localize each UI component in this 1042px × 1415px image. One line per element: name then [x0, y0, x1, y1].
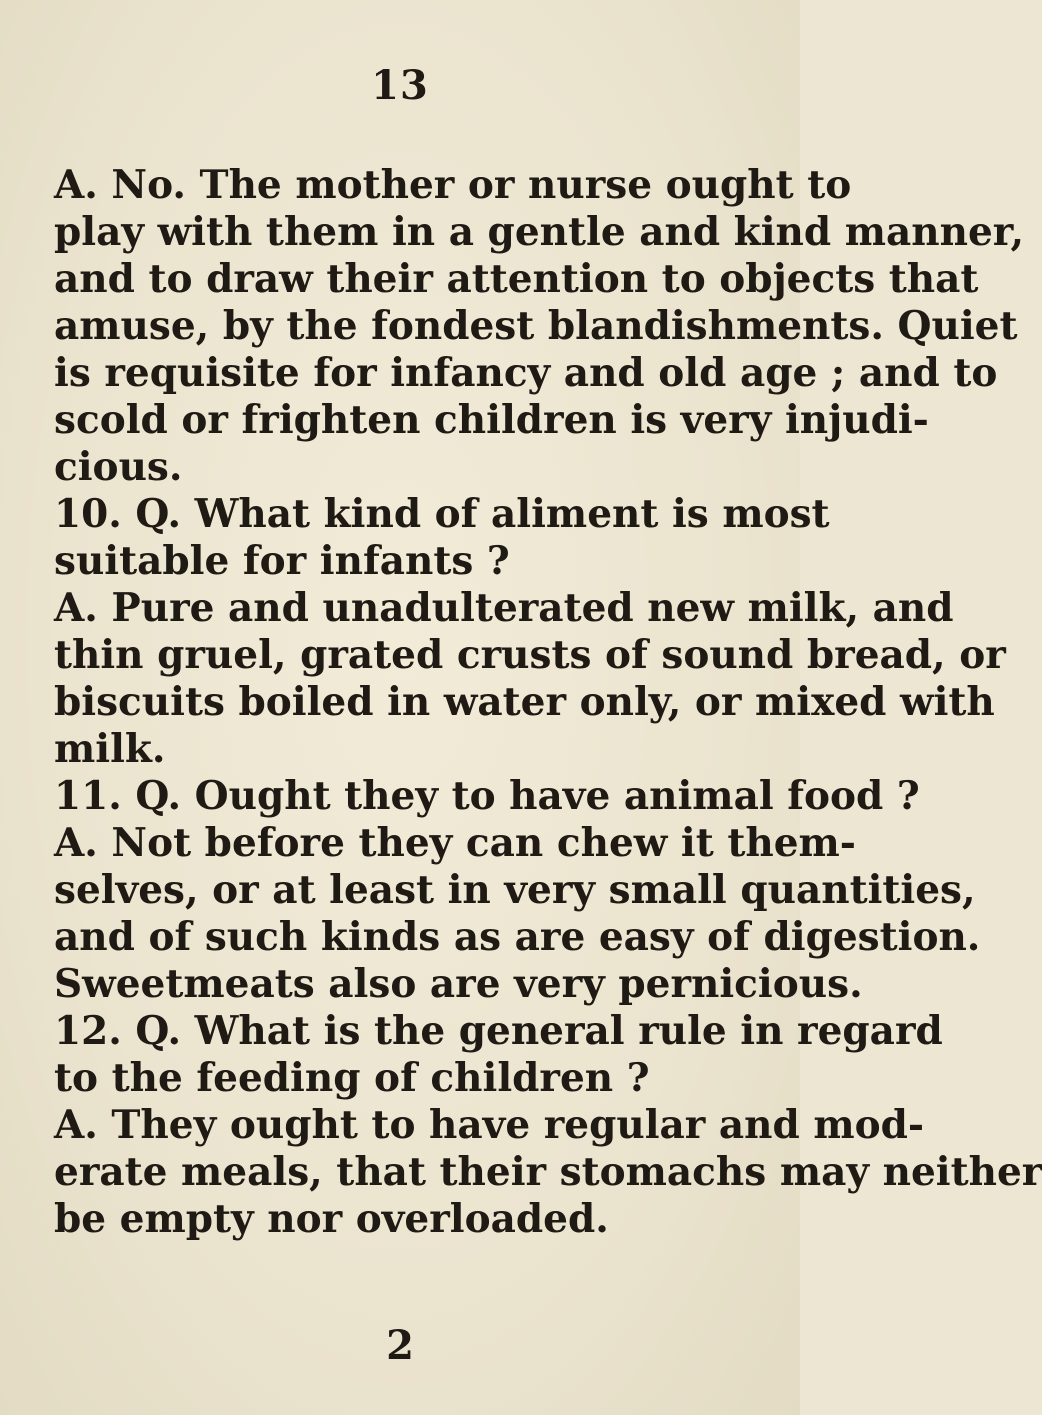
text-line: to the feeding of children ? — [54, 1055, 650, 1101]
text-line: A. Not before they can chew it them- — [54, 820, 856, 866]
signature-mark: 2 — [386, 1322, 414, 1369]
text-line: erate meals, that their stomachs may neither — [54, 1149, 1042, 1195]
text-line: 11. Q. Ought they to have animal food ? — [54, 773, 920, 819]
text-line: amuse, by the fondest blandishments. Quiet — [54, 303, 1018, 349]
text-line: scold or frighten children is very injudi- — [54, 397, 929, 443]
page-number: 13 — [371, 62, 429, 109]
text-line: play with them in a gentle and kind manner, — [54, 209, 1025, 255]
text-line: selves, or at least in very small quantities, — [54, 867, 976, 913]
text-line: thin gruel, grated crusts of sound bread, or — [54, 632, 1006, 678]
text-line: suitable for infants ? — [54, 538, 510, 584]
text-line: and to draw their attention to objects that — [54, 256, 979, 302]
text-line: 10. Q. What kind of aliment is most — [54, 491, 830, 537]
text-line: 12. Q. What is the general rule in regard — [54, 1008, 943, 1054]
text-line: A. No. The mother or nurse ought to — [54, 162, 852, 208]
text-line: A. Pure and unadulterated new milk, and — [54, 585, 954, 631]
text-line: A. They ought to have regular and mod- — [54, 1102, 925, 1148]
text-line: be empty nor overloaded. — [54, 1196, 609, 1242]
text-line: biscuits boiled in water only, or mixed with — [54, 679, 995, 725]
text-line: milk. — [54, 726, 166, 772]
text-line: cious. — [54, 444, 183, 490]
text-line: Sweetmeats also are very pernicious. — [54, 961, 863, 1007]
text-line: is requisite for infancy and old age ; and to — [54, 350, 998, 396]
text-line: and of such kinds as are easy of digestion. — [54, 914, 981, 960]
